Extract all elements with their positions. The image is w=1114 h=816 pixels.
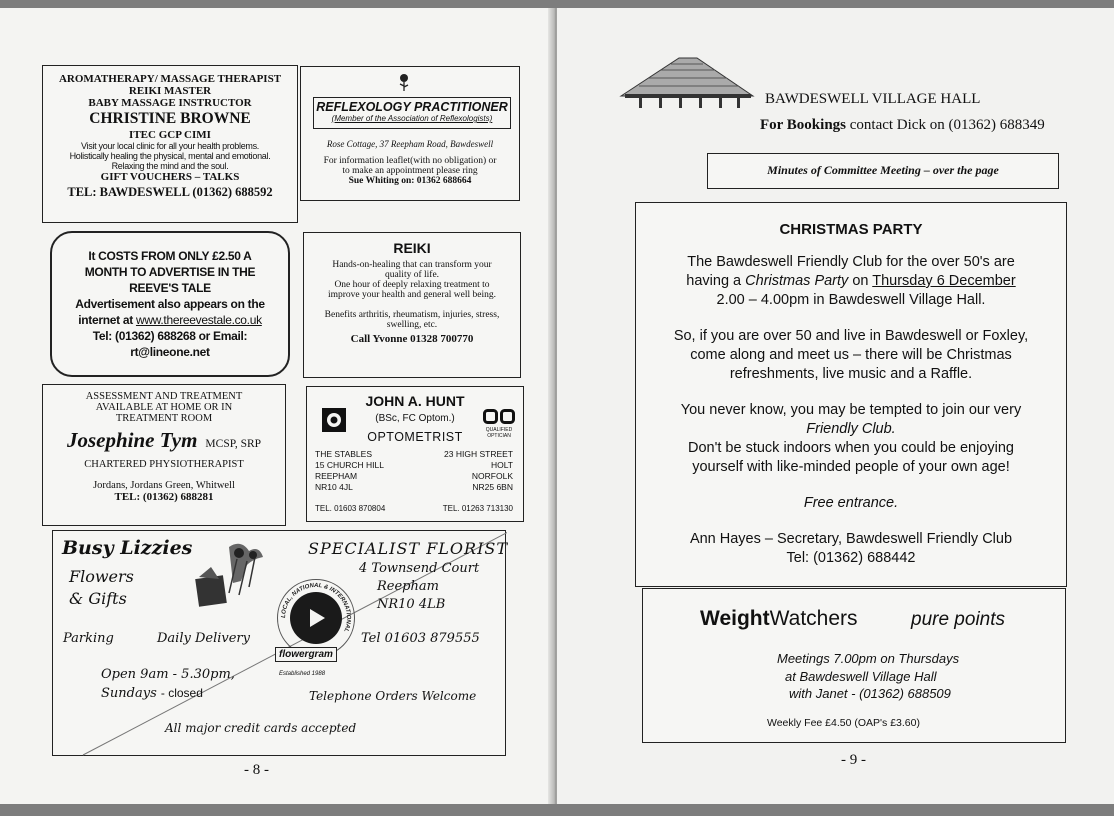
florist-cards: All major credit cards accepted	[165, 721, 357, 735]
ww-line-2: at Bawdeswell Village Hall	[785, 669, 937, 684]
advertise-line-6: Tel: (01362) 688268 or Email:	[92, 329, 248, 343]
christmas-p3-line4: yourself with like-minded people of your own age!	[692, 459, 1010, 475]
right-page	[557, 8, 1114, 804]
christmas-p3-line2: Friendly Club.	[806, 421, 896, 437]
florist-closed: - closed	[160, 686, 203, 700]
florist-flowers: Flowers	[69, 567, 134, 586]
florist-sundays-line	[101, 686, 203, 701]
aromatherapy-ad	[42, 65, 298, 223]
aroma-name: CHRISTINE BROWNE	[89, 110, 251, 127]
reflexology-member: (Member of the Association of Reflexologists)	[331, 114, 493, 123]
hall-bookings-rest: contact Dick on (01362) 688349	[846, 117, 1045, 133]
aroma-quals: ITEC GCP CIMI	[129, 129, 211, 141]
ww-fee: Weekly Fee £4.50 (OAP's £3.60)	[767, 717, 920, 729]
florist-addr-3: NR10 4LB	[377, 597, 446, 612]
reiki-line-1: Hands-on-healing that can transform your	[332, 260, 492, 270]
opt-tel-right: TEL. 01263 713130	[442, 504, 513, 513]
optometrist-name: JOHN A. HUNT	[365, 393, 465, 409]
aroma-desc-3: Relaxing the mind and the soul.	[111, 161, 229, 171]
christmas-p1-l2c: on	[848, 273, 873, 289]
christmas-p1-l2b: Christmas Party	[745, 273, 849, 289]
hall-bookings-bold: For Bookings	[760, 117, 846, 133]
optometrist-badge: QUALIFIED OPTICIAN	[485, 427, 513, 439]
optometrist-role: OPTOMETRIST	[367, 430, 463, 444]
reflexology-contact: Sue Whiting on: 01362 688664	[348, 176, 472, 186]
reiki-ad	[303, 232, 521, 378]
physio-line-1: ASSESSMENT AND TREATMENT	[85, 391, 243, 402]
aroma-vouchers: GIFT VOUCHERS – TALKS	[100, 171, 240, 183]
advertise-line-2: MONTH TO ADVERTISE IN THE	[84, 265, 256, 279]
reiki-line-4: improve your health and general well being.	[327, 290, 497, 300]
optometrist-quals: (BSc, FC Optom.)	[375, 413, 455, 424]
opt-right-addr-1: 23 HIGH STREET	[444, 449, 513, 459]
florist-parking: Parking	[63, 631, 114, 646]
opt-left-addr-3: REEPHAM	[315, 471, 358, 481]
advertise-email[interactable]: rt@lineone.net	[130, 345, 210, 359]
christmas-signature-2: Tel: (01362) 688442	[786, 550, 916, 566]
ww-brand-rest: Watchers	[769, 607, 858, 630]
reflexology-title-box	[313, 97, 511, 129]
physio-line-3: TREATMENT ROOM	[115, 413, 213, 424]
florist-addr-2: Reepham	[377, 579, 439, 594]
reflexology-title: REFLEXOLOGY PRACTITIONER	[316, 100, 508, 114]
advertise-internet-prefix: internet at	[78, 313, 136, 327]
christmas-date: Thursday 6 December	[872, 273, 1016, 289]
christmas-p2-line1: So, if you are over 50 and live in Bawdeswell or Foxley,	[673, 328, 1029, 344]
opt-right-addr-2: HOLT	[490, 460, 513, 470]
hall-bookings	[760, 117, 1045, 134]
ww-brand	[700, 607, 858, 631]
florist-phone-orders: Telephone Orders Welcome	[309, 689, 477, 703]
christmas-free-entrance: Free entrance.	[803, 495, 899, 511]
reiki-line-5: Benefits arthritis, rheumatism, injuries, stress,	[324, 310, 500, 320]
reflexology-info-2: to make an appointment please ring	[342, 166, 478, 176]
aroma-desc-1: Visit your local clinic for all your health problems.	[80, 141, 260, 151]
ww-line-1: Meetings 7.00pm on Thursdays	[777, 651, 960, 666]
christmas-title: CHRISTMAS PARTY	[779, 221, 923, 238]
hall-name: BAWDESWELL VILLAGE HALL	[765, 91, 981, 107]
florist-name: Busy Lizzies	[62, 537, 193, 559]
physio-tel: TEL: (01362) 688281	[114, 491, 214, 503]
physio-ad	[42, 384, 286, 526]
reiki-title: REIKI	[393, 240, 431, 256]
weightwatchers-box	[642, 588, 1066, 743]
florist-delivery: Daily Delivery	[157, 631, 250, 646]
advertise-line-1: It COSTS FROM ONLY £2.50 A	[88, 249, 252, 263]
opt-right-addr-3: NORFOLK	[471, 471, 513, 481]
aroma-line-2: REIKI MASTER	[128, 85, 212, 97]
christmas-p1-l2a: having a	[686, 273, 746, 289]
flowergram-established: Established 1988	[279, 671, 326, 677]
christmas-p1-line3: 2.00 – 4.00pm in Bawdeswell Village Hall.	[716, 292, 986, 308]
reflexology-info-1: For information leaflet(with no obligation) or	[323, 156, 497, 166]
florist-addr-1: 4 Townsend Court	[359, 561, 480, 576]
aroma-line-1: AROMATHERAPY/ MASSAGE THERAPIST	[58, 73, 282, 85]
opt-right-addr-4: NR25 6BN	[472, 482, 513, 492]
minutes-box	[707, 153, 1059, 189]
left-page	[0, 8, 553, 804]
ww-brand-bold: Weight	[700, 607, 770, 630]
opt-left-addr-4: NR10 4JL	[315, 482, 353, 492]
aroma-line-3: BABY MASSAGE INSTRUCTOR	[88, 97, 252, 109]
gift-and-flowers-icon	[189, 537, 269, 613]
reiki-line-2: quality of life.	[384, 270, 440, 280]
physio-line-2: AVAILABLE AT HOME OR IN	[95, 402, 233, 413]
christmas-p3-line1: You never know, you may be tempted to join our very	[680, 402, 1022, 418]
page-number-9: - 9 -	[841, 752, 866, 768]
rose-icon	[397, 73, 411, 91]
advertise-line-5	[52, 312, 288, 328]
aroma-tel: TEL: BAWDESWELL (01362) 688592	[67, 185, 273, 199]
reiki-line-6: swelling, etc.	[386, 320, 438, 330]
optometrist-ad	[306, 386, 524, 522]
physio-role: CHARTERED PHYSIOTHERAPIST	[84, 459, 244, 470]
physio-name-line	[43, 428, 285, 453]
interflora-badge	[277, 579, 355, 657]
florist-gifts: & Gifts	[69, 589, 127, 608]
opt-left-addr-2: 15 CHURCH HILL	[315, 460, 384, 470]
advertise-line-4: Advertisement also appears on the	[75, 297, 265, 311]
page-number-8: - 8 -	[244, 762, 269, 778]
opt-left-addr-1: THE STABLES	[315, 449, 372, 459]
ww-pure-points: pure points	[911, 609, 1006, 630]
reflexology-address: Rose Cottage, 37 Reepham Road, Bawdeswell	[326, 139, 494, 149]
reiki-line-3: One hour of deeply relaxing treatment to	[334, 280, 490, 290]
christmas-p3-line3: Don't be stuck indoors when you could be enjoying	[687, 440, 1014, 456]
advertise-line-3: REEVE'S TALE	[129, 281, 211, 295]
interflora-ring-textpath: LOCAL, NATIONAL & INTERNATIONAL	[280, 582, 352, 633]
flowergram-logo: flowergram	[275, 647, 337, 662]
christmas-party-box	[635, 202, 1067, 587]
village-hall-icon	[619, 52, 755, 108]
play-arrow-icon	[308, 608, 326, 628]
aroma-desc-2: Holistically healing the physical, mental and emotional.	[69, 151, 271, 161]
florist-title: SPECIALIST FLORIST	[308, 539, 509, 558]
christmas-signature-1: Ann Hayes – Secretary, Bawdeswell Friendly Club	[689, 531, 1013, 547]
physio-address: Jordans, Jordans Green, Whitwell	[93, 480, 235, 491]
advertise-website-link[interactable]: www.thereevestale.co.uk	[135, 313, 262, 327]
advertise-ad	[50, 231, 290, 377]
eye-logo-icon	[321, 407, 347, 433]
florist-tel: Tel 01603 879555	[361, 631, 480, 646]
physio-name: Josephine Tym	[66, 428, 198, 452]
spectacles-icon	[483, 409, 515, 425]
ww-line-3: with Janet - (01362) 688509	[789, 686, 951, 701]
reiki-call: Call Yvonne 01328 700770	[350, 333, 474, 345]
florist-open: Open 9am - 5.30pm,	[101, 667, 235, 682]
christmas-p2-line3: refreshments, live music and a Raffle.	[729, 366, 973, 382]
florist-ad	[52, 530, 509, 756]
florist-sundays: Sundays	[101, 686, 157, 701]
minutes-text: Minutes of Committee Meeting – over the page	[767, 163, 999, 177]
christmas-p1-line2	[636, 272, 1066, 291]
physio-quals: MCSP, SRP	[205, 438, 262, 450]
opt-tel-left: TEL. 01603 870804	[315, 504, 386, 513]
christmas-p1-line1: The Bawdeswell Friendly Club for the over 50's are	[687, 254, 1015, 270]
christmas-p2-line2: come along and meet us – there will be Christmas	[690, 347, 1012, 363]
reflexology-ad	[300, 66, 520, 201]
